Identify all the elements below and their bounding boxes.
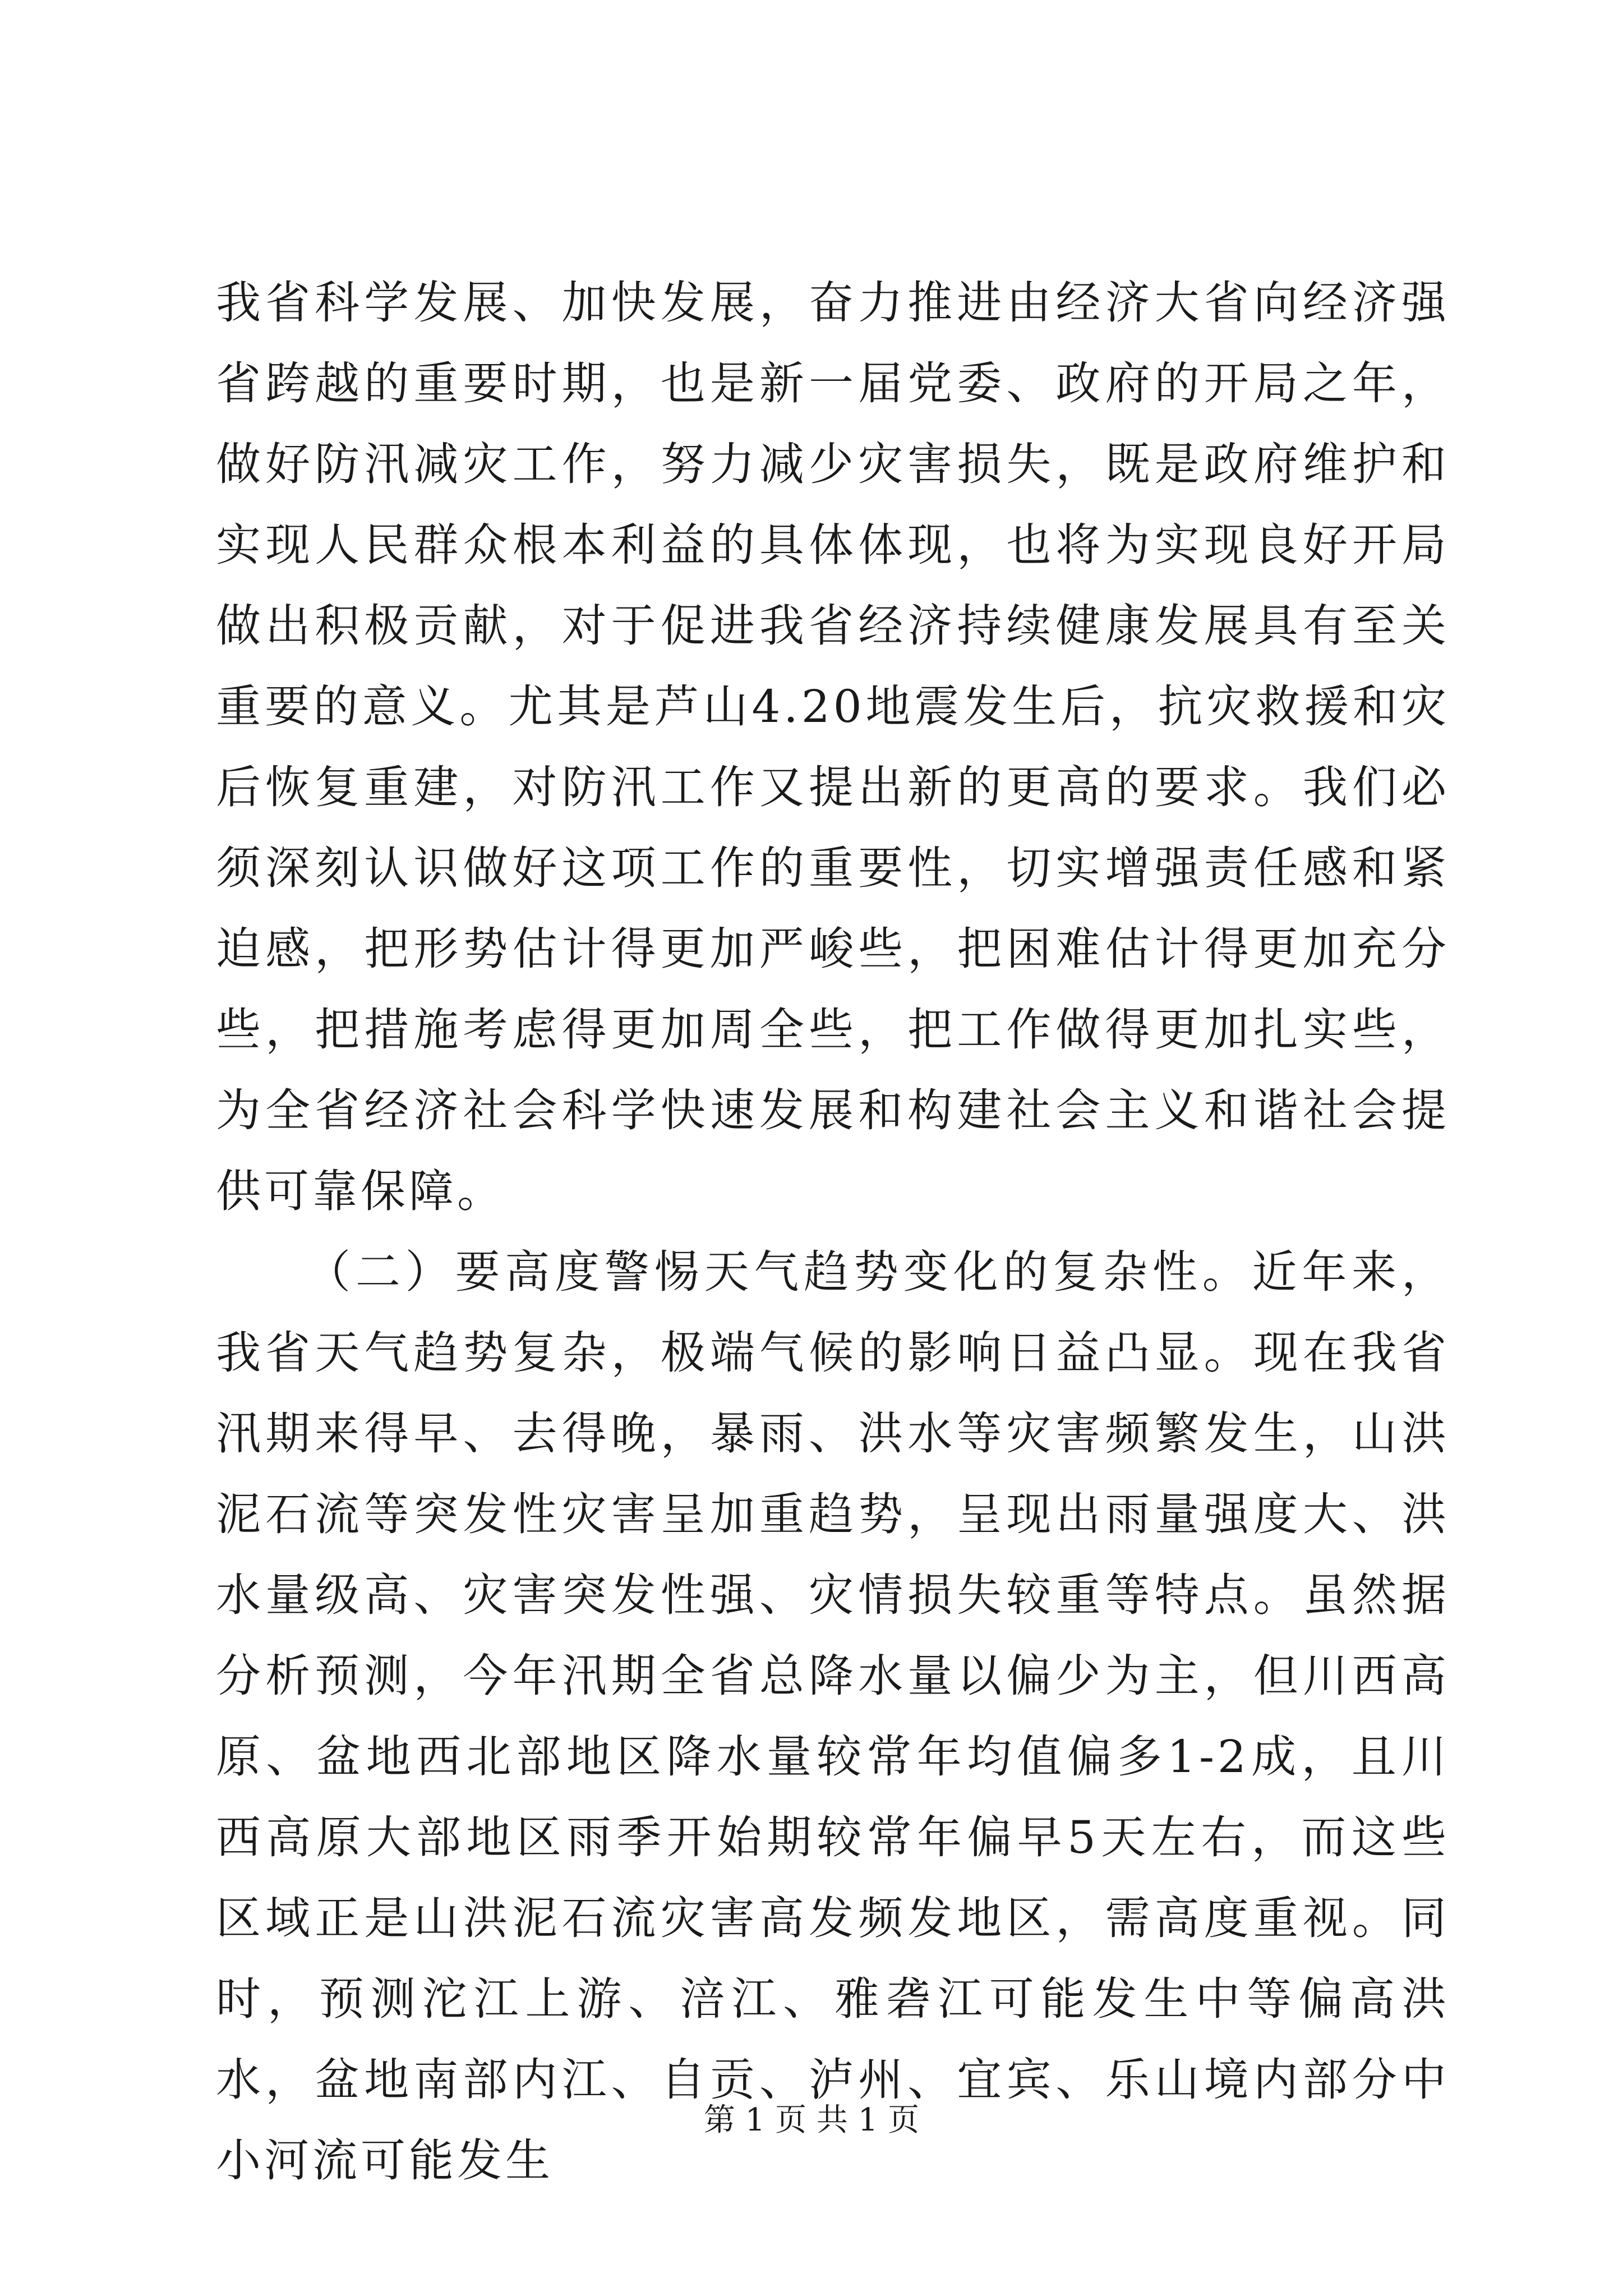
- paragraph-2: （二）要高度警惕天气趋势变化的复杂性。近年来，我省天气趋势复杂，极端气候的影响日益凸显。现在我省汛期来得早、去得晚，暴雨、洪水等灾害频繁发生，山洪泥石流等突发性灾害呈加重趋势，呈现出雨量强度大、洪水量级高、灾害突发性强、灾情损失较重等特点。虽然据分析预测，今年汛期全省总降水量以偏少为主，但川西高原、盆地西北部地区降水量较常年均值偏多1-2成，且川西高原大部地区雨季开始期较常年偏早5天左右，而这些区域正是山洪泥石流灾害高发频发地区，需高度重视。同时，预测沱江上游、涪江、雅砻江可能发生中等偏高洪水，盆地南部内江、自贡、泸州、宜宾、乐山境内部分中小河流可能发生: [216, 1246, 1450, 2187]
- page-footer: 第 1 页 共 1 页: [703, 2102, 920, 2138]
- document-body: [216, 263, 1450, 2201]
- paragraph-1: 我省科学发展、加快发展，奋力推进由经济大省向经济强省跨越的重要时期，也是新一届党委、政府的开局之年，做好防汛减灾工作，努力减少灾害损失，既是政府维护和实现人民群众根本利益的具体体现，也将为实现良好开局做出积极贡献，对于促进我省经济持续健康发展具有至关重要的意义。尤其是芦山4.20地震发生后，抗灾救援和灾后恢复重建，对防汛工作又提出新的更高的要求。我们必须深刻认识做好这项工作的重要性，切实增强责任感和紧迫感，把形势估计得更加严峻些，把困难估计得更加充分些，把措施考虑得更加周全些，把工作做得更加扎实些，为全省经济社会科学快速发展和构建社会主义和谐社会提供可靠保障。: [216, 277, 1450, 1217]
